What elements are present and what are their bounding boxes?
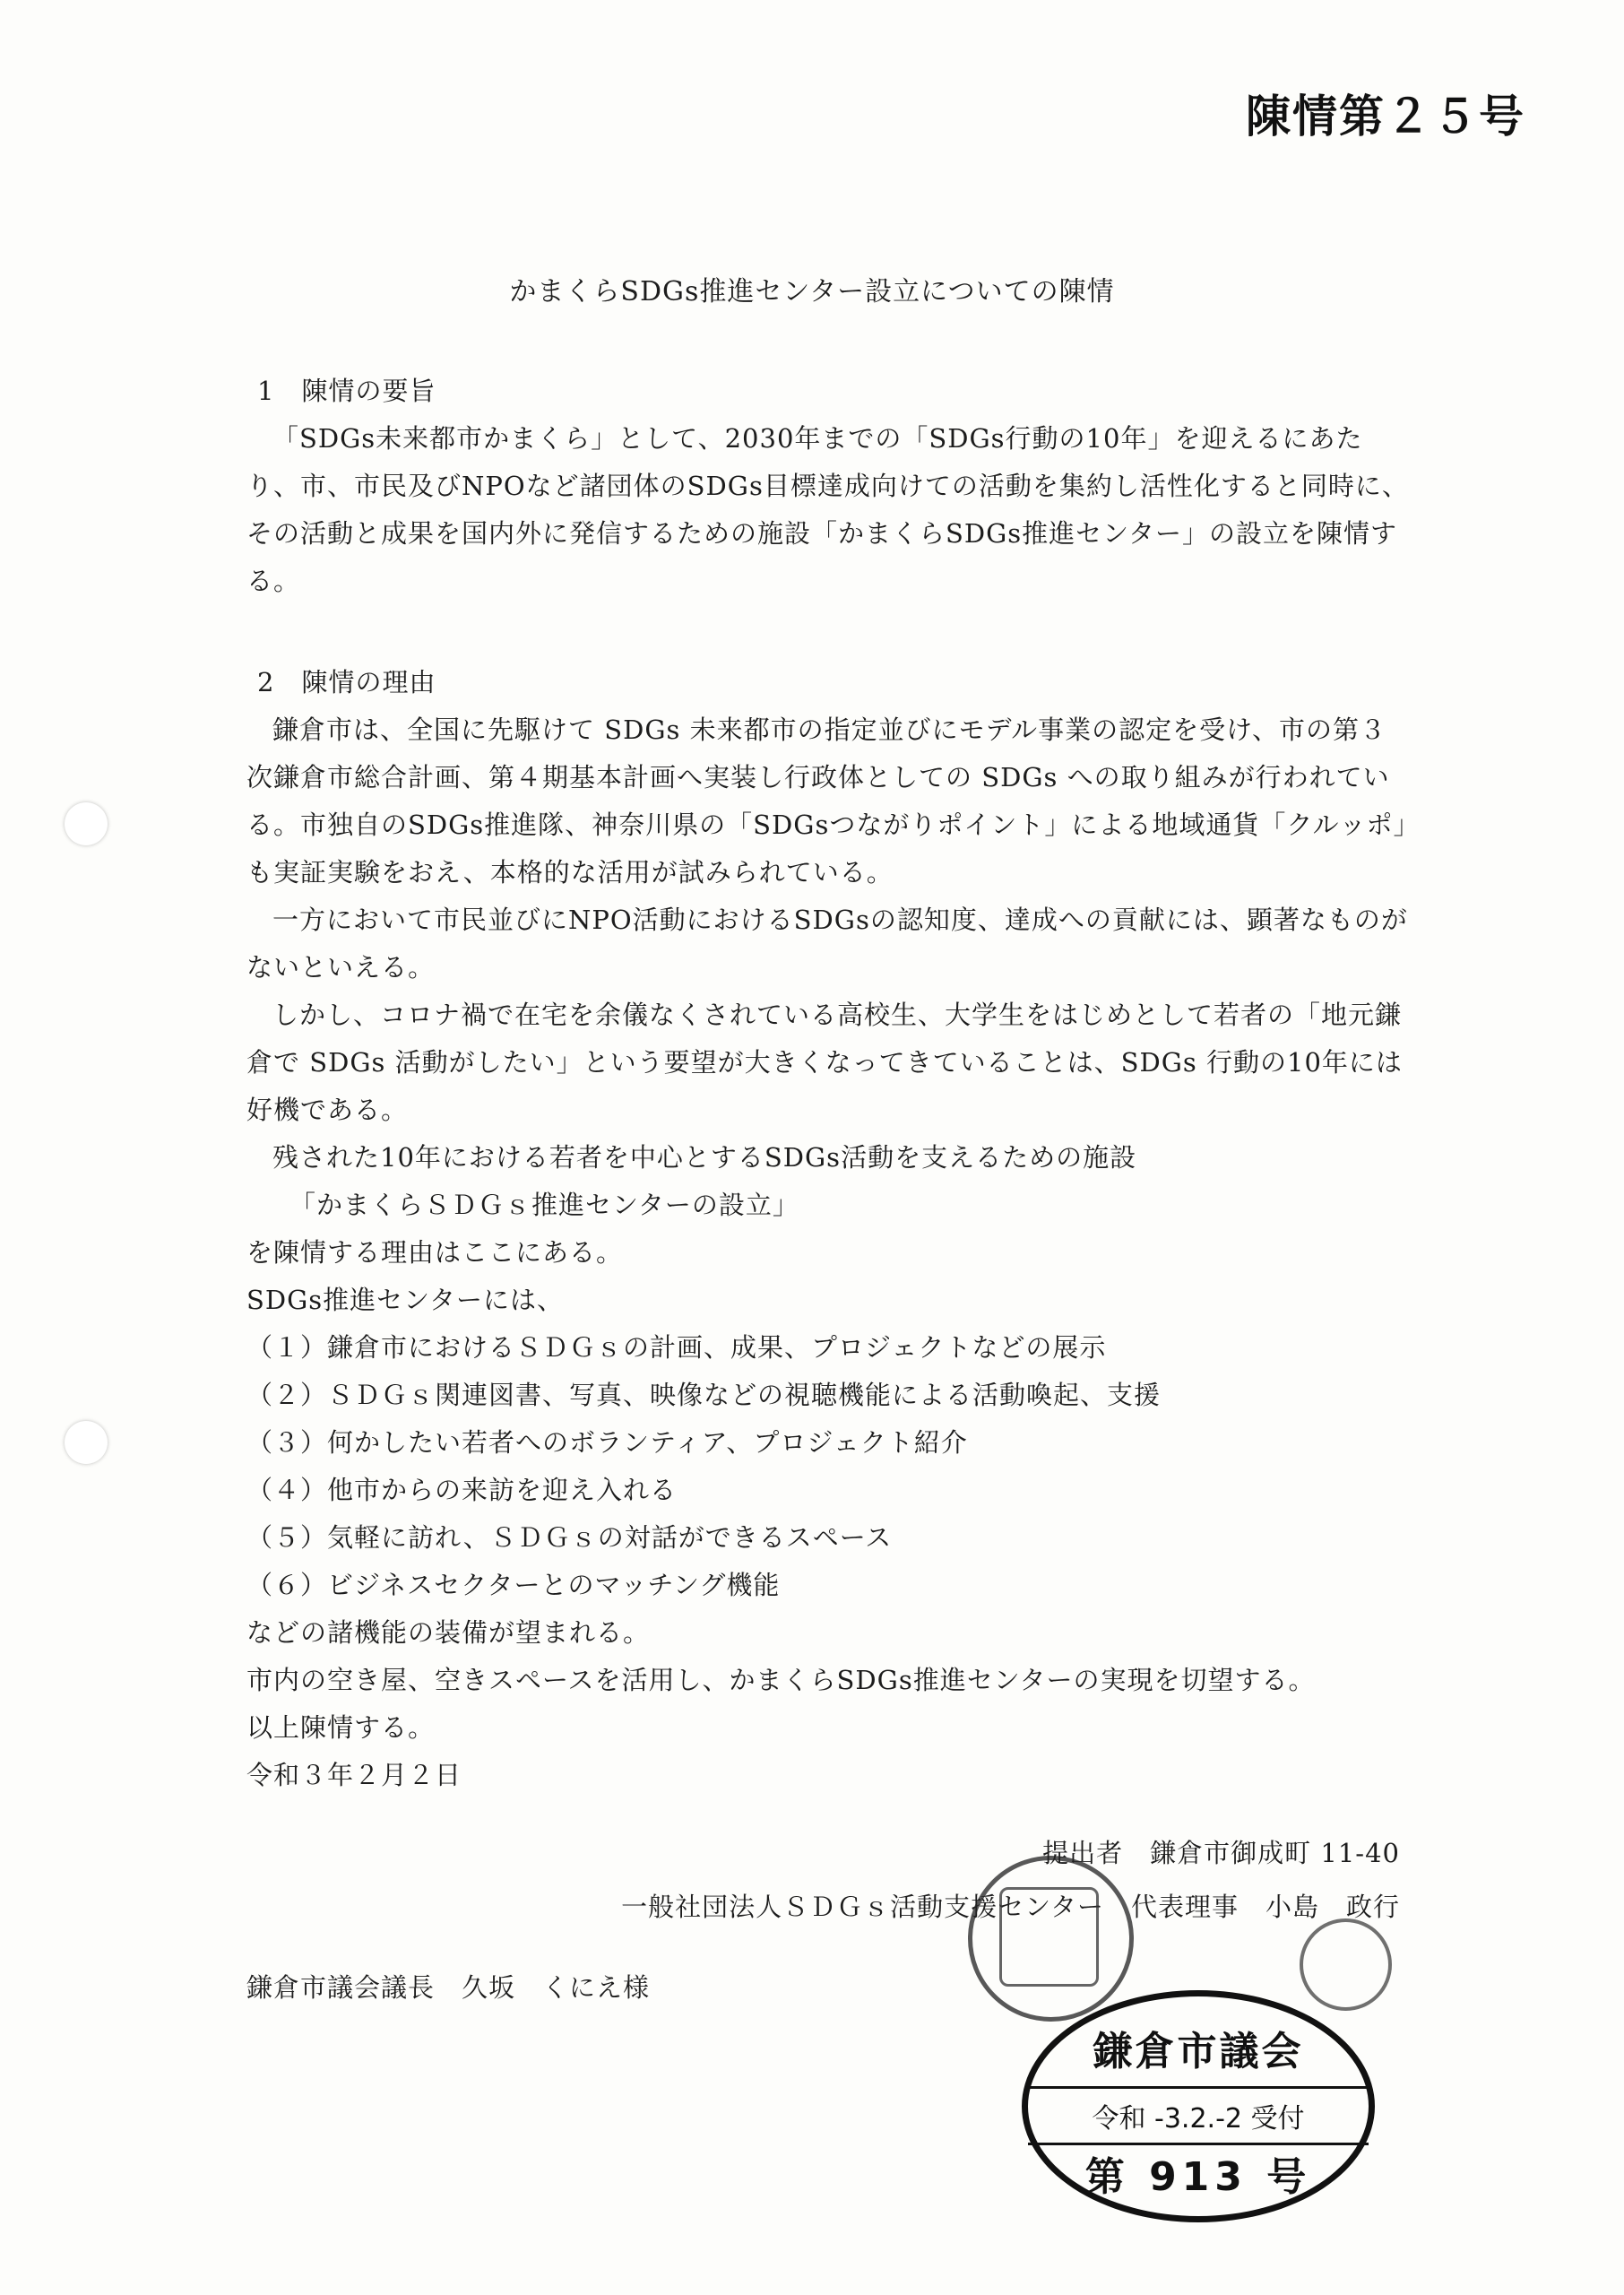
petition-number: 陳情第２５号: [1246, 91, 1525, 143]
list-item: （３）何かしたい若者へのボランティア、プロジェクト紹介: [246, 1427, 968, 1458]
summary-paragraph: 「SDGs未来都市かまくら」として、2030年までの「SDGs行動の10年」を迎えるにあたり、市、市民及びNPOなど諸団体のSDGs目標達成向けての活動を集約し活性化すると同時に、その活動と成果を国内外に発信するための施設「かまくらSDGs推進センター」の設立を陳情する。: [246, 423, 1409, 596]
stamp-council-name: 鎌倉市議会: [1093, 2029, 1304, 2074]
document-title: かまくらSDGs推進センター設立についての陳情: [509, 276, 1115, 307]
personal-seal-icon: [1300, 1918, 1392, 2011]
list-item: （２）ＳＤＧｓ関連図書、写真、映像などの視聴機能による活動喚起、支援: [246, 1380, 1162, 1410]
punch-hole: [65, 1421, 108, 1464]
section-summary: [246, 368, 1412, 605]
closing-line: などの諸機能の装備が望まれる。: [246, 1617, 651, 1648]
punch-hole: [65, 802, 108, 845]
submitter-address: 提出者 鎌倉市御成町 11-40: [1042, 1838, 1400, 1868]
reason-paragraph: 鎌倉市は、全国に先駆けて SDGs 未来都市の指定並びにモデル事業の認定を受け、市の第３次鎌倉市総合計画、第４期基本計画へ実装し行政体としての SDGs への取り組みが行われている。市独自のSDGs推進隊、神奈川県の「SDGsつながりポイント」による地域通貨「クルッポ」も実証実験をおえ、本格的な活用が試みられている。: [246, 714, 1407, 888]
facility-name-line: 「かまくらＳＤＧｓ推進センターの設立」: [289, 1190, 799, 1220]
section-reasons: [246, 659, 1412, 1799]
organization-seal-icon: [968, 1856, 1134, 2022]
list-item: （４）他市からの来訪を迎え入れる: [246, 1475, 678, 1505]
reason-line: を陳情する理由はここにある。: [246, 1237, 624, 1268]
section-heading: 2 陳情の理由: [257, 667, 436, 697]
closing-line: 以上陳情する。: [246, 1712, 436, 1743]
reason-paragraph: 一方において市民並びにNPO活動におけるSDGsの認知度、達成への貢献には、顕著なものがないといえる。: [246, 905, 1408, 983]
stamp-receipt-number: 第 913 号: [1084, 2154, 1312, 2200]
council-receipt-stamp: [1022, 1990, 1375, 2222]
stamp-receipt-date: 令和 -3.2.-2 受付: [1028, 2086, 1369, 2145]
document-date: 令和３年２月２日: [246, 1760, 462, 1790]
section-heading: 1 陳情の要旨: [257, 376, 436, 406]
reason-paragraph: 残された10年における若者を中心とするSDGs活動を支えるための施設: [272, 1142, 1137, 1173]
list-intro: SDGs推進センターには、: [246, 1285, 565, 1315]
closing-line: 市内の空き屋、空きスペースを活用し、かまくらSDGs推進センターの実現を切望する。: [246, 1665, 1316, 1695]
list-item: （５）気軽に訪れ、ＳＤＧｓの対話ができるスペース: [246, 1522, 893, 1553]
reason-paragraph: しかし、コロナ禍で在宅を余儀なくされている高校生、大学生をはじめとして若者の「地元鎌倉で SDGs 活動がしたい」という要望が大きくなってきていることは、SDGs 行動の10年には好機である。: [246, 1000, 1403, 1125]
submitter-organization: 一般社団法人ＳＤＧｓ活動支援センター 代表理事 小島 政行: [621, 1892, 1400, 1922]
addressee: 鎌倉市議会議長 久坂 くにえ様: [246, 1972, 651, 2003]
list-item: （１）鎌倉市におけるＳＤＧｓの計画、成果、プロジェクトなどの展示: [246, 1332, 1107, 1363]
list-item: （６）ビジネスセクターとのマッチング機能: [246, 1570, 781, 1600]
